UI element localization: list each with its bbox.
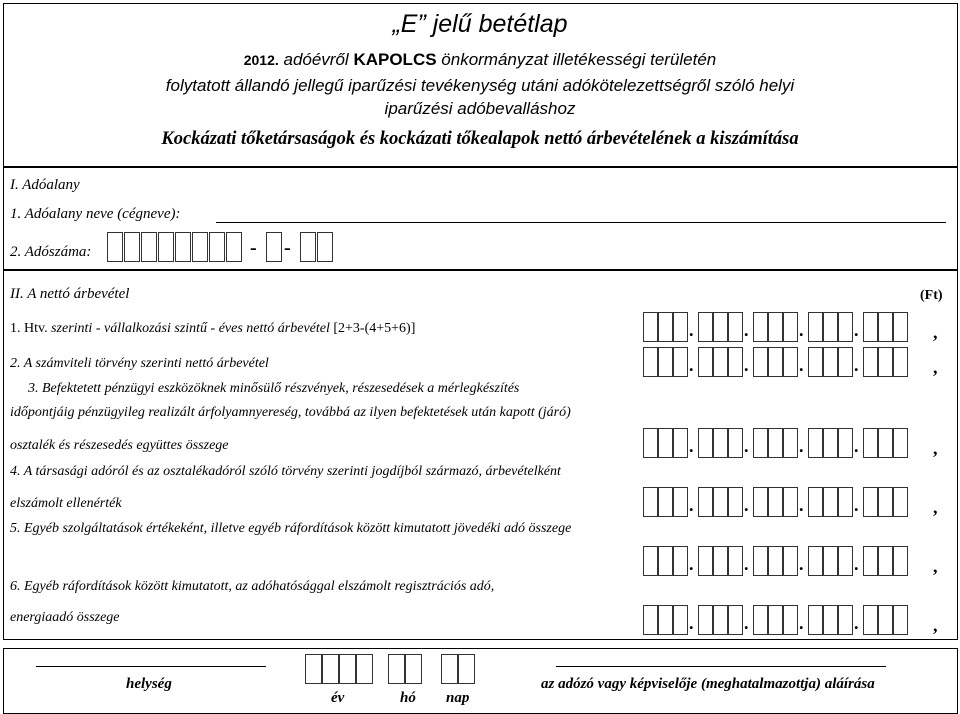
- amount-digit-box[interactable]: [768, 312, 783, 342]
- decimal-comma: ,: [933, 615, 938, 635]
- amount-digit-box[interactable]: [728, 546, 743, 576]
- header-line2: folytatott állandó jellegű iparűzési tevékenység utáni adókötelezettségről szóló helyi: [165, 76, 795, 95]
- amount-digit-box[interactable]: [728, 487, 743, 517]
- date-month-box[interactable]: [388, 654, 405, 684]
- thousands-separator: .: [799, 495, 804, 515]
- amount-digit-box[interactable]: [823, 312, 838, 342]
- date-year-box[interactable]: [339, 654, 356, 684]
- decimal-comma: ,: [933, 497, 938, 517]
- tax-digit-box[interactable]: [141, 232, 157, 262]
- amount-digit-box[interactable]: [823, 546, 838, 576]
- amount-digit-box[interactable]: [838, 312, 853, 342]
- amount-digit-box[interactable]: [863, 428, 878, 458]
- amount-digit-box[interactable]: [783, 546, 798, 576]
- amount-digit-box[interactable]: [713, 428, 728, 458]
- thousands-separator: .: [799, 320, 804, 340]
- amount-digit-box[interactable]: [643, 312, 658, 342]
- thousands-separator: .: [854, 320, 859, 340]
- row3-label-l2: időpontjáig pénzügyileg realizált árfolyamnyereség, továbbá az ilyen befektetések után kapott (járó): [10, 405, 571, 420]
- thousands-separator: .: [689, 613, 694, 633]
- amount-digit-box[interactable]: [808, 428, 823, 458]
- day-label: nap: [446, 690, 470, 706]
- thousands-separator: .: [689, 554, 694, 574]
- thousands-separator: .: [744, 495, 749, 515]
- tax-digit-box[interactable]: [175, 232, 191, 262]
- amount-digit-box[interactable]: [643, 546, 658, 576]
- amount-digit-box[interactable]: [863, 546, 878, 576]
- tax-digit-box[interactable]: [300, 232, 316, 262]
- amount-digit-box[interactable]: [698, 347, 713, 377]
- tax-dash-1: -: [250, 237, 257, 259]
- row3-label-l1: 3. Befektetett pénzügyi eszközöknek minősülő részvények, részesedések a mérlegkészítés: [28, 381, 520, 396]
- amount-digit-box[interactable]: [878, 546, 893, 576]
- amount-digit-box[interactable]: [728, 312, 743, 342]
- row6-label-l2: energiaadó összege: [10, 610, 120, 625]
- amount-digit-box[interactable]: [783, 312, 798, 342]
- year-label: év: [331, 690, 345, 706]
- tax-digit-box[interactable]: [107, 232, 123, 262]
- amount-digit-box[interactable]: [863, 487, 878, 517]
- amount-digit-box[interactable]: [878, 487, 893, 517]
- decimal-comma: ,: [933, 322, 938, 342]
- thousands-separator: .: [689, 320, 694, 340]
- amount-digit-box[interactable]: [823, 347, 838, 377]
- row5-label: 5. Egyéb szolgáltatások értékeként, illetve egyéb ráfordítások között kimutatott jövedéki adó összege: [10, 521, 572, 536]
- amount-digit-box[interactable]: [698, 428, 713, 458]
- amount-digit-box[interactable]: [713, 312, 728, 342]
- thousands-separator: .: [854, 495, 859, 515]
- header-subtitle: Kockázati tőketársaságok és kockázati tőkealapok nettó árbevételének a kiszámítása: [161, 129, 799, 149]
- amount-digit-box[interactable]: [823, 487, 838, 517]
- row1-label: 1. Htv. szerinti - vállalkozási szintű - éves nettó árbevétel [2+3-(4+5+6)]: [10, 321, 416, 336]
- amount-digit-box[interactable]: [783, 347, 798, 377]
- thousands-separator: .: [799, 554, 804, 574]
- amount-digit-box[interactable]: [753, 428, 768, 458]
- amount-digit-box[interactable]: [673, 546, 688, 576]
- amount-digit-box[interactable]: [673, 487, 688, 517]
- amount-digit-box[interactable]: [783, 605, 798, 635]
- amount-digit-box[interactable]: [713, 605, 728, 635]
- amount-digit-box[interactable]: [698, 546, 713, 576]
- name-label: 1. Adóalany neve (cégneve):: [10, 206, 181, 222]
- tax-digit-box[interactable]: [317, 232, 333, 262]
- year: 2012.: [243, 52, 279, 68]
- tax-digit-box[interactable]: [192, 232, 208, 262]
- amount-digit-box[interactable]: [783, 428, 798, 458]
- amount-digit-box[interactable]: [713, 347, 728, 377]
- thousands-separator: .: [854, 613, 859, 633]
- row4-label-l1: 4. A társasági adóról és az osztalékadóról szóló törvény szerinti jogdíjból származó, árbevételként: [10, 464, 561, 479]
- section1-title: I. Adóalany: [10, 177, 80, 193]
- amount-digit-box[interactable]: [893, 605, 908, 635]
- signature-label: az adózó vagy képviselője (meghatalmazottja) aláírása: [541, 676, 875, 692]
- decimal-comma: ,: [933, 556, 938, 576]
- amount-digit-box[interactable]: [878, 428, 893, 458]
- amount-digit-box[interactable]: [753, 546, 768, 576]
- amount-digit-box[interactable]: [838, 487, 853, 517]
- thousands-separator: .: [799, 436, 804, 456]
- decimal-comma: ,: [933, 357, 938, 377]
- thousands-separator: .: [854, 554, 859, 574]
- amount-digit-box[interactable]: [808, 312, 823, 342]
- amount-digit-box[interactable]: [893, 428, 908, 458]
- amount-digit-box[interactable]: [753, 347, 768, 377]
- amount-digit-box[interactable]: [753, 605, 768, 635]
- amount-digit-box[interactable]: [838, 546, 853, 576]
- row6-label-l1: 6. Egyéb ráfordítások között kimutatott, az adóhatósággal elszámolt regisztrációs adó,: [10, 579, 495, 594]
- amount-digit-box[interactable]: [643, 428, 658, 458]
- amount-digit-box[interactable]: [893, 312, 908, 342]
- amount-digit-box[interactable]: [728, 428, 743, 458]
- amount-digit-box[interactable]: [673, 428, 688, 458]
- amount-digit-box[interactable]: [673, 605, 688, 635]
- amount-digit-box[interactable]: [713, 546, 728, 576]
- thousands-separator: .: [689, 436, 694, 456]
- date-day-box[interactable]: [441, 654, 458, 684]
- amount-digit-box[interactable]: [658, 428, 673, 458]
- amount-digit-box[interactable]: [783, 487, 798, 517]
- amount-digit-box[interactable]: [698, 487, 713, 517]
- tax-digit-box[interactable]: [266, 232, 282, 262]
- amount-digit-box[interactable]: [753, 312, 768, 342]
- amount-digit-box[interactable]: [643, 605, 658, 635]
- amount-digit-box[interactable]: [698, 312, 713, 342]
- amount-digit-box[interactable]: [768, 546, 783, 576]
- thousands-separator: .: [744, 355, 749, 375]
- date-year-box[interactable]: [356, 654, 373, 684]
- amount-digit-box[interactable]: [808, 546, 823, 576]
- unit-label: (Ft): [920, 288, 943, 303]
- thousands-separator: .: [744, 436, 749, 456]
- header-line1-b: önkormányzat illetékességi területén: [436, 50, 717, 69]
- row4-label-l2: elszámolt ellenérték: [10, 496, 122, 511]
- amount-digit-box[interactable]: [643, 347, 658, 377]
- amount-digit-box[interactable]: [768, 347, 783, 377]
- amount-digit-box[interactable]: [658, 605, 673, 635]
- tax-number-label: 2. Adószáma:: [10, 244, 92, 260]
- amount-digit-box[interactable]: [893, 546, 908, 576]
- amount-digit-box[interactable]: [768, 428, 783, 458]
- amount-digit-box[interactable]: [658, 487, 673, 517]
- row3-label-l3: osztalék és részesedés együttes összege: [10, 438, 229, 453]
- tax-digit-box[interactable]: [158, 232, 174, 262]
- tax-digit-box[interactable]: [124, 232, 140, 262]
- date-day-box[interactable]: [458, 654, 475, 684]
- header-line1: [0, 50, 960, 70]
- amount-digit-box[interactable]: [893, 347, 908, 377]
- amount-digit-box[interactable]: [823, 605, 838, 635]
- tax-digit-box[interactable]: [209, 232, 225, 262]
- row2-label: 2. A számviteli törvény szerinti nettó árbevétel: [10, 356, 269, 371]
- form-title: „E” jelű betétlap: [392, 10, 568, 38]
- amount-digit-box[interactable]: [838, 605, 853, 635]
- amount-digit-box[interactable]: [658, 347, 673, 377]
- amount-digit-box[interactable]: [768, 487, 783, 517]
- amount-digit-box[interactable]: [643, 487, 658, 517]
- name-field-line[interactable]: [216, 222, 946, 223]
- amount-digit-box[interactable]: [863, 605, 878, 635]
- date-year-box[interactable]: [305, 654, 322, 684]
- tax-dash-2: -: [284, 237, 291, 259]
- amount-digit-box[interactable]: [713, 487, 728, 517]
- amount-digit-box[interactable]: [698, 605, 713, 635]
- municipality: KAPOLCS: [353, 50, 437, 69]
- month-label: hó: [400, 690, 416, 706]
- thousands-separator: .: [689, 355, 694, 375]
- thousands-separator: .: [744, 554, 749, 574]
- amount-digit-box[interactable]: [878, 347, 893, 377]
- amount-digit-box[interactable]: [658, 312, 673, 342]
- thousands-separator: .: [744, 320, 749, 340]
- amount-digit-box[interactable]: [878, 312, 893, 342]
- thousands-separator: .: [744, 613, 749, 633]
- place-label: helység: [126, 676, 172, 692]
- thousands-separator: .: [799, 355, 804, 375]
- thousands-separator: .: [854, 355, 859, 375]
- header-line1-a: adóévről: [278, 50, 354, 69]
- amount-digit-box[interactable]: [658, 546, 673, 576]
- thousands-separator: .: [799, 613, 804, 633]
- date-month-box[interactable]: [405, 654, 422, 684]
- place-line[interactable]: [36, 666, 266, 667]
- amount-digit-box[interactable]: [808, 347, 823, 377]
- header-line3: iparűzési adóbevalláshoz: [384, 99, 576, 118]
- decimal-comma: ,: [933, 438, 938, 458]
- amount-digit-box[interactable]: [753, 487, 768, 517]
- amount-digit-box[interactable]: [838, 428, 853, 458]
- signature-line[interactable]: [556, 666, 886, 667]
- amount-digit-box[interactable]: [823, 428, 838, 458]
- amount-digit-box[interactable]: [808, 605, 823, 635]
- amount-digit-box[interactable]: [673, 312, 688, 342]
- amount-digit-box[interactable]: [728, 347, 743, 377]
- date-year-box[interactable]: [322, 654, 339, 684]
- amount-digit-box[interactable]: [838, 347, 853, 377]
- amount-digit-box[interactable]: [768, 605, 783, 635]
- amount-digit-box[interactable]: [863, 312, 878, 342]
- section2-title: II. A nettó árbevétel: [10, 286, 130, 302]
- amount-digit-box[interactable]: [878, 605, 893, 635]
- tax-digit-box[interactable]: [226, 232, 242, 262]
- amount-digit-box[interactable]: [728, 605, 743, 635]
- amount-digit-box[interactable]: [893, 487, 908, 517]
- thousands-separator: .: [854, 436, 859, 456]
- amount-digit-box[interactable]: [808, 487, 823, 517]
- amount-digit-box[interactable]: [673, 347, 688, 377]
- thousands-separator: .: [689, 495, 694, 515]
- amount-digit-box[interactable]: [863, 347, 878, 377]
